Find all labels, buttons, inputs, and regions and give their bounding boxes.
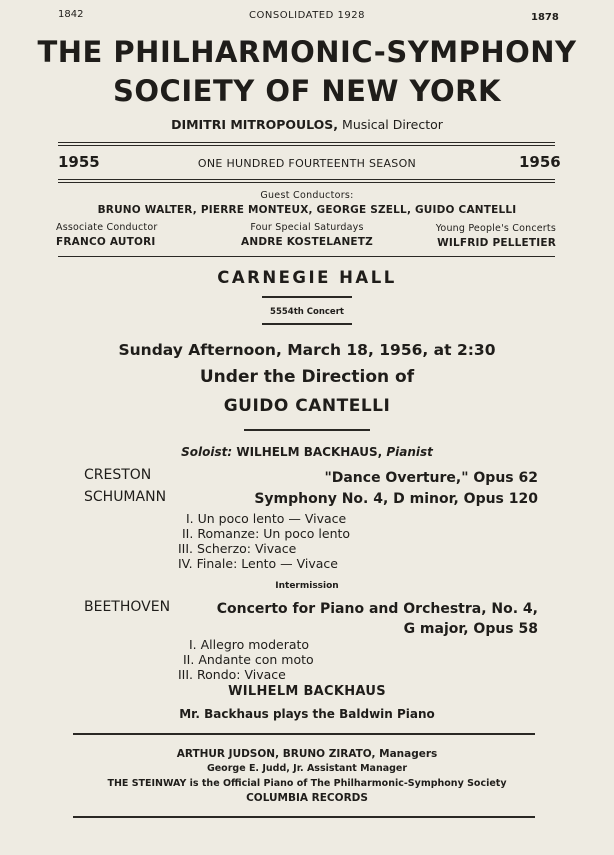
direction-label: Under the Direction of (199, 367, 415, 387)
divider (73, 733, 535, 735)
movement-item: IV. Finale: Lento — Vivace (178, 556, 338, 571)
associate-conductor-name: FRANCO AUTORI (56, 236, 156, 248)
year-merged: 1878 (531, 12, 559, 23)
society-title-line2: SOCIETY OF NEW YORK (113, 74, 501, 108)
work-beethoven-line2: G major, Opus 58 (403, 621, 538, 637)
director-title: Musical Director (342, 117, 443, 132)
director-name: DIMITRI MITROPOULOS, (171, 117, 339, 132)
divider (262, 296, 352, 298)
society-title-line1: THE PHILHARMONIC-SYMPHONY (37, 35, 577, 69)
musical-director (0, 117, 614, 132)
soloist-name: WILHELM BACKHAUS, (236, 445, 383, 459)
divider (58, 142, 555, 143)
baldwin-note: Mr. Backhaus plays the Baldwin Piano (179, 707, 435, 721)
movement-item: III. Rondo: Vivace (178, 667, 286, 682)
soloist-role: Pianist (386, 445, 433, 459)
work-beethoven-line1: Concerto for Piano and Orchestra, No. 4, (216, 601, 538, 617)
record-label: COLUMBIA RECORDS (246, 792, 368, 804)
special-saturdays-name: ANDRE KOSTELANETZ (241, 236, 373, 248)
year-founded: 1842 (58, 9, 84, 20)
managers-line: ARTHUR JUDSON, BRUNO ZIRATO, Managers (176, 748, 438, 760)
young-peoples-name: WILFRID PELLETIER (437, 237, 556, 249)
soloist-repeat: WILHELM BACKHAUS (228, 684, 386, 699)
divider (262, 323, 352, 325)
season-label: ONE HUNDRED FOURTEENTH SEASON (197, 157, 417, 170)
divider (244, 429, 370, 431)
young-peoples-label: Young People's Concerts (435, 223, 556, 234)
composer-creston: CRESTON (84, 467, 152, 483)
season-end-year: 1956 (519, 153, 561, 171)
composer-beethoven: BEETHOVEN (84, 599, 171, 615)
guest-conductors-label: Guest Conductors: (260, 190, 354, 201)
work-creston: "Dance Overture," Opus 62 (324, 470, 538, 486)
movement-item: II. Andante con moto (183, 652, 314, 667)
steinway-note: THE STEINWAY is the Official Piano of The Philharmonic-Symphony Society (107, 778, 507, 789)
season-start-year: 1955 (58, 153, 100, 171)
divider (58, 145, 555, 146)
work-schumann: Symphony No. 4, D minor, Opus 120 (254, 491, 538, 507)
movement-item: III. Scherzo: Vivace (178, 541, 297, 556)
conductor-name: GUIDO CANTELLI (223, 396, 391, 416)
concert-number: 5554th Concert (270, 307, 344, 317)
movement-item: II. Romanze: Un poco lento (182, 526, 351, 541)
assistant-manager-line: George E. Judd, Jr. Assistant Manager (206, 763, 408, 774)
divider (58, 182, 555, 183)
divider (58, 179, 555, 180)
associate-conductor-label: Associate Conductor (56, 222, 158, 233)
composer-schumann: SCHUMANN (84, 489, 167, 505)
consolidated-line: CONSOLIDATED 1928 (249, 10, 365, 21)
concert-date: Sunday Afternoon, March 18, 1956, at 2:30 (118, 341, 496, 359)
soloist-prefix: Soloist: (181, 445, 233, 459)
divider (73, 816, 535, 818)
divider (58, 256, 555, 257)
movement-item: I. Allegro moderato (189, 637, 310, 652)
movement-item: I. Un poco lento — Vivace (186, 511, 347, 526)
guest-conductors-names: BRUNO WALTER, PIERRE MONTEUX, GEORGE SZELL, GUIDO CANTELLI (97, 204, 517, 216)
soloist-line (0, 445, 614, 459)
intermission-label: Intermission (275, 581, 339, 591)
venue-name: CARNEGIE HALL (217, 268, 397, 287)
special-saturdays-label: Four Special Saturdays (250, 222, 364, 233)
